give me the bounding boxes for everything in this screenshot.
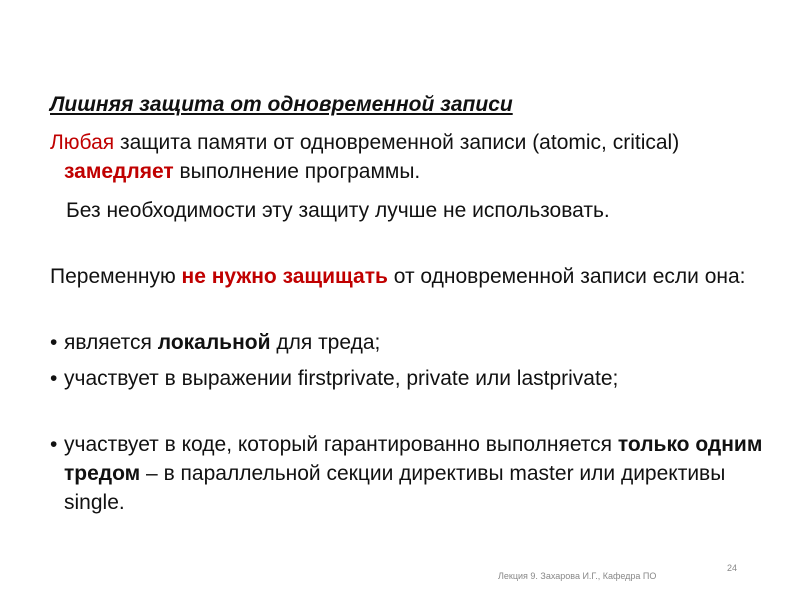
paragraph-2 (50, 196, 754, 225)
bullet-item (50, 328, 764, 357)
bullet-3-text-b: – в параллельной секции директивы master или директивы single. (64, 462, 726, 514)
slide-footer: Лекция 9. Захарова И.Г., Кафедра ПО (498, 571, 657, 581)
p1-lead: Любая (50, 131, 115, 154)
p2-text: Без необходимости эту защиту лучше не использовать. (66, 199, 610, 222)
p1-emphasis: замедляет (64, 160, 174, 183)
bullet-item (50, 364, 764, 393)
bullet-2-text: участвует в выражении firstprivate, private или lastprivate; (64, 367, 619, 390)
bullet-1-text-b: для треда; (270, 331, 381, 354)
p3-emphasis: не нужно защищать (181, 265, 388, 288)
bullet-1-emphasis: локальной (157, 331, 271, 354)
slide-heading: Лишняя защита от одновременной записи (50, 93, 513, 116)
paragraph-1 (50, 128, 754, 186)
p3-text-b: от одновременной записи если она: (387, 265, 746, 288)
p3-text-a: Переменную (50, 265, 182, 288)
p1-text-b: выполнение программы. (173, 160, 421, 183)
bullet-item (50, 430, 764, 517)
bullet-icon: • (50, 433, 58, 456)
page-number: 24 (727, 563, 738, 573)
bullet-1-text-a: является (64, 331, 158, 354)
bullet-3-text-a: участвует в коде, который гарантированно выполняется (64, 433, 618, 456)
paragraph-3 (50, 262, 754, 291)
bullet-icon: • (50, 367, 58, 390)
bullet-3-emphasis: только одним тредом (64, 433, 763, 485)
bullet-icon: • (50, 331, 58, 354)
p1-text-a: защита памяти от одновременной записи (atomic, critical) (114, 131, 680, 154)
